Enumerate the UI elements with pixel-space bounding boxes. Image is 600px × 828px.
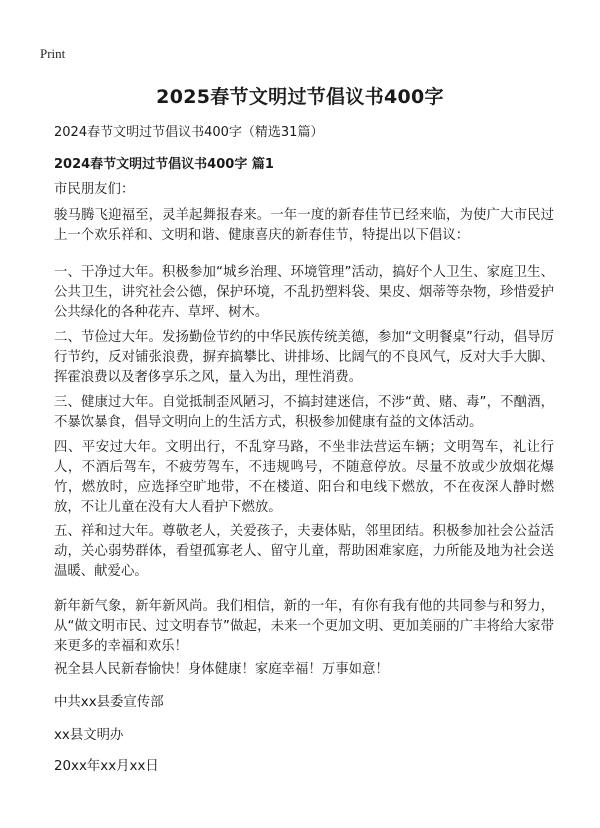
document-subtitle: 2024春节文明过节倡议书400字（精选31篇） <box>54 125 324 140</box>
page-title: 2025春节文明过节倡议书400字 <box>156 86 444 108</box>
proposal-item-5: 五、祥和过大年。尊敬老人，关爱孩子，夫妻体贴，邻里团结。积极参加社会公益活动，关心弱势群体，看望孤寡老人、留守儿童，帮助困难家庭，力所能及地为社会送温暖、献爱心。 <box>54 524 554 579</box>
document-date: 20xx年xx月xx日 <box>54 759 159 774</box>
closing-paragraph: 新年新气象，新年新风尚。我们相信，新的一年，有你有我有他的共同参与和努力，从“做文明市民、过文明春节”做起，未来一个更加文明、更加美丽的广丰将给大家带来更多的幸福和欢乐！ <box>54 599 554 654</box>
section-heading: 2024春节文明过节倡议书400字 篇1 <box>54 157 274 172</box>
signature-office: xx县文明办 <box>54 728 124 743</box>
wish-paragraph: 祝全县人民新春愉快！身体健康！家庭幸福！万事如意！ <box>54 662 389 677</box>
greeting-paragraph: 市民朋友们： <box>54 182 135 197</box>
intro-paragraph: 骏马腾飞迎福至，灵羊起舞报春来。一年一度的新春佳节已经来临，为使广大市民过上一个欢乐祥和、文明和谐、健康喜庆的新春佳节，特提出以下倡议： <box>54 208 554 243</box>
proposal-item-3: 三、健康过大年。自觉抵制歪风陋习，不搞封建迷信，不涉“黄、赌、毒”，不酗酒，不暴饮暴食，倡导文明向上的生活方式，积极参加健康有益的文体活动。 <box>54 395 554 430</box>
signature-department: 中共xx县委宣传部 <box>54 695 164 710</box>
proposal-item-2: 二、节俭过大年。发扬勤俭节约的中华民族传统美德，参加“文明餐桌”行动，倡导厉行节约，反对铺张浪费，摒弃搞攀比、讲排场、比阔气的不良风气，反对大手大脚、挥霍浪费以及奢侈享乐之风，量入为出，理性消费。 <box>54 330 554 385</box>
proposal-item-4: 四、平安过大年。文明出行，不乱穿马路，不坐非法营运车辆；文明驾车，礼让行人，不酒后驾车，不疲劳驾车，不违规鸣号，不随意停放。尽量不放或少放烟花爆竹，燃放时，应选择空旷地带，不在楼道、阳台和电线下燃放，不在夜深人静时燃放，不让儿童在没有大人看护下燃放。 <box>54 440 554 515</box>
proposal-item-1: 一、干净过大年。积极参加“城乡治理、环境管理”活动，搞好个人卫生、家庭卫生、公共卫生，讲究社会公德，保护环境，不乱扔塑料袋、果皮、烟蒂等杂物，珍惜爱护公共绿化的各种花卉、草坪、树木。 <box>54 265 554 320</box>
print-link[interactable]: Print <box>40 46 66 61</box>
